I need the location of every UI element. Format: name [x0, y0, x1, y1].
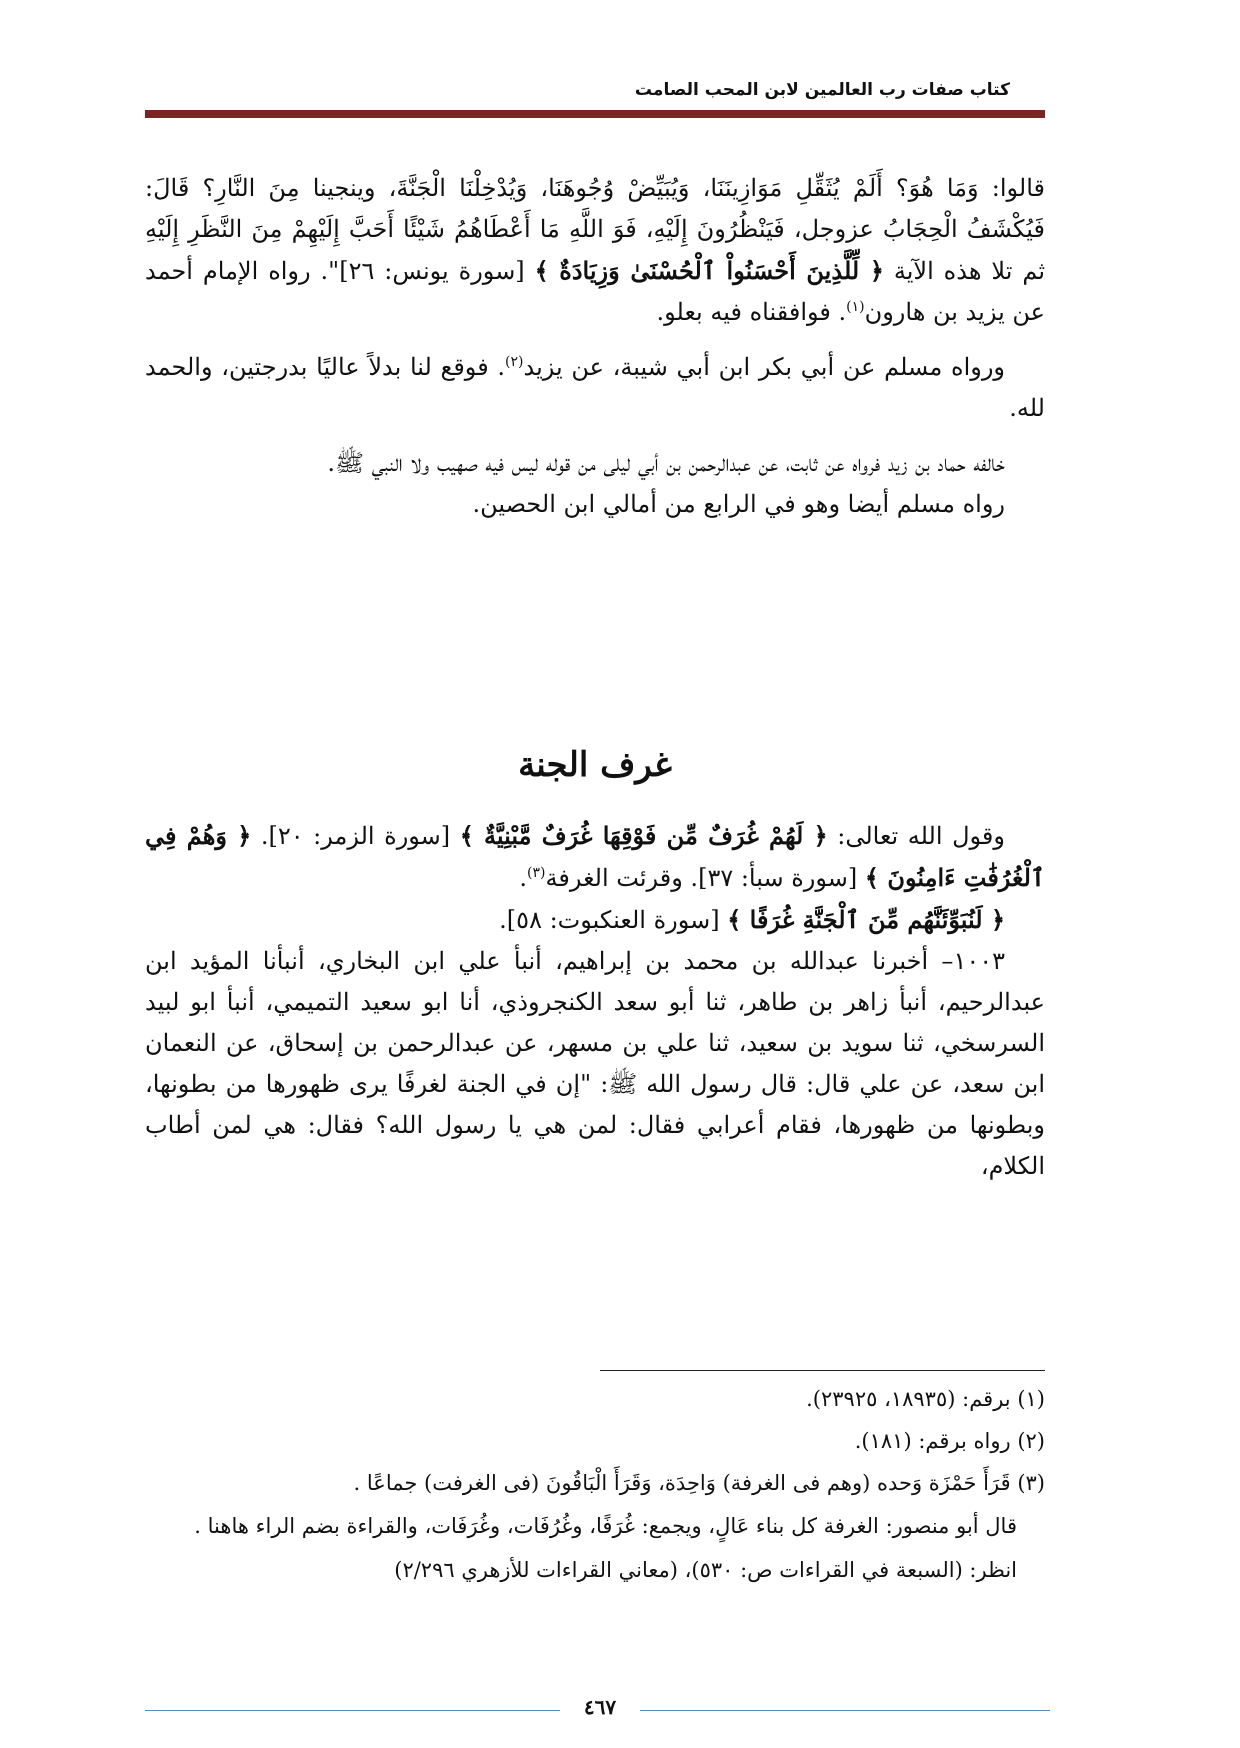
paragraph-hammad: خالفه حماد بن زيد فرواه عن ثابت، عن عبدالرحمن بن أبي ليلى من قوله ليس فيه صهيب ولا النبي ﷺ. [327, 449, 1005, 477]
footnotes [145, 1378, 1045, 1592]
quran-verse: ﴿ لِّلَّذِينَ أَحْسَنُواْ ٱلْحُسْنَىٰ وَزِيَادَةٌ ﴾ [534, 256, 884, 285]
paragraph-hadith-1003: ١٠٠٣– أخبرنا عبدالله بن محمد بن إبراهيم، أنبأ علي ابن البخاري، أنبأنا المؤيد ابن عبدالرحيم، أنبأ زاهر بن طاهر، ثنا أبو سعد الكنجروذي، أنا ابو سعيد التميمي، أنبأ ابو لبيد السرسخي، ثنا سويد بن سعيد، ثنا علي بن مسهر، عن عبدالرحمن بن إسحاق، عن النعمان ابن سعد، عن علي قال: قال رسول الله ﷺ: "إن في الجنة لغرفًا يرى ظهورها من بطونها، وبطونها من ظهورها، فقام أعرابي فقال: لمن هي يا رسول الله؟ فقال: هي لمن أطاب الكلام، [145, 947, 1045, 1180]
verse-reference: [سورة الزمر: ٢٠]. [260, 822, 451, 850]
paragraph-hadith-continuation [145, 168, 1045, 333]
text-line: . فوافقناه فيه بعلو. [656, 298, 847, 326]
footnote-2: (٢) رواه برقم: (١٨١). [854, 1429, 1045, 1453]
paragraph-muslim-narration [145, 347, 1045, 429]
footer-rule-right [640, 1710, 1050, 1711]
footer-rule-left [145, 1710, 560, 1711]
text-line: . فوقع لنا بدلاً عاليًا بدرجتين، والحمد لله. [145, 353, 1045, 422]
footnote-3-note: قال أبو منصور: الغرفة كل بناء عَالٍ، ويجمع: غُرَفًا، وغُرُفَات، وغُرَفَات، والقراءة بضم الراء هاهنا . [194, 1514, 1017, 1538]
footnote-marker: (٣) [527, 865, 546, 881]
page-number: ٤٦٧ [583, 1695, 617, 1719]
text-line: يزيد بن هارون [864, 298, 1005, 326]
footnote-divider [600, 1370, 1045, 1371]
footnote-3-reference: انظر: (السبعة في القراءات ص: ٥٣٠)، (معاني القراءات للأزهري ٢/٢٩٦) [394, 1558, 1017, 1582]
text-line: ثم تلا هذه الآية [893, 257, 1045, 285]
text-line: فَيُكْشَفُ الْحِجَابُ عزوجل، فَيَنْظُرُونَ إِلَيْهِ، فَوَ اللَّهِ مَا أَعْطَاهُمُ شَيْئًا أَحَبَّ إِلَيْهِمْ مِنَ النَّظَرِ إِلَيْهِ [145, 215, 1045, 243]
verse-reference: [سورة سبأ: ٣٧]. وقرئت الغرفة [545, 864, 858, 892]
quran-verse: ﴿ لَهُمْ غُرَفٌ مِّن فَوْقِهَا غُرَفٌ مَّبْنِيَّةٌ ﴾ [459, 821, 828, 850]
paragraph-verses: وقول الله تعالى: ﴿ لَهُمْ غُرَفٌ مِّن فَوْقِهَا غُرَفٌ مَّبْنِيَّةٌ ﴾ [سورة الزمر: ٢٠]. ﴿ وَهُمْ فِي ٱلْغُرُفَٰتِ ءَامِنُونَ ﴾ [سورة سبأ: ٣٧]. وقرئت الغرفة$^{(٣)}$. [145, 821, 1045, 892]
body-text-upper [145, 168, 1045, 525]
text-line: وقول الله تعالى: [837, 822, 1005, 850]
section-heading: غرف الجنة [518, 745, 672, 785]
paragraph-verse-ankabut [145, 899, 1045, 941]
body-text-lower [145, 815, 1045, 1187]
header-divider [145, 110, 1045, 118]
quran-verse: ﴿ وَهُمْ فِي ٱلْغُرُفَٰتِ ءَامِنُونَ ﴾ [145, 821, 1045, 892]
verse-reference: [سورة يونس: ٢٦]". رواه الإمام أحمد عن [145, 257, 1045, 326]
text-line: ورواه مسلم عن أبي بكر ابن أبي شيبة، عن يزيد [523, 353, 1006, 381]
footnote-3: (٣) قَرَأَ حَمْزَة وَحده (وهم فى الغرفة) وَاحِدَة، وَقَرَأَ الْبَاقُونَ (فى الغرفت) جماعًا . [353, 1471, 1045, 1495]
paragraph-ibn-husain: رواه مسلم أيضا وهو في الرابع من أمالي ابن الحصين. [472, 490, 1005, 518]
quran-verse: ﴿ لَنُبَوِّئَنَّهُم مِّنَ ٱلْجَنَّةِ غُرَفًا ﴾ [727, 905, 1005, 934]
footnote-1: (١) برقم: (١٨٩٣٥، ٢٣٩٢٥). [806, 1387, 1045, 1411]
footnote-marker: (١) [846, 299, 865, 315]
text-line: قالوا: وَمَا هُوَ؟ أَلَمْ يُثَقِّلِ مَوَازِينَنَا، وَيُبَيِّضْ وُجُوهَنَا، وَيُدْخِلْنَا الْجَنَّةَ، وينجينا مِنَ النَّارِ؟ قَالَ: [145, 174, 1045, 202]
verse-reference: [سورة العنكبوت: ٥٨]. [499, 906, 720, 934]
running-header-title: كتاب صفات رب العالمين لابن المحب الصامت [634, 80, 1010, 100]
footnote-marker: (٢) [505, 354, 524, 370]
